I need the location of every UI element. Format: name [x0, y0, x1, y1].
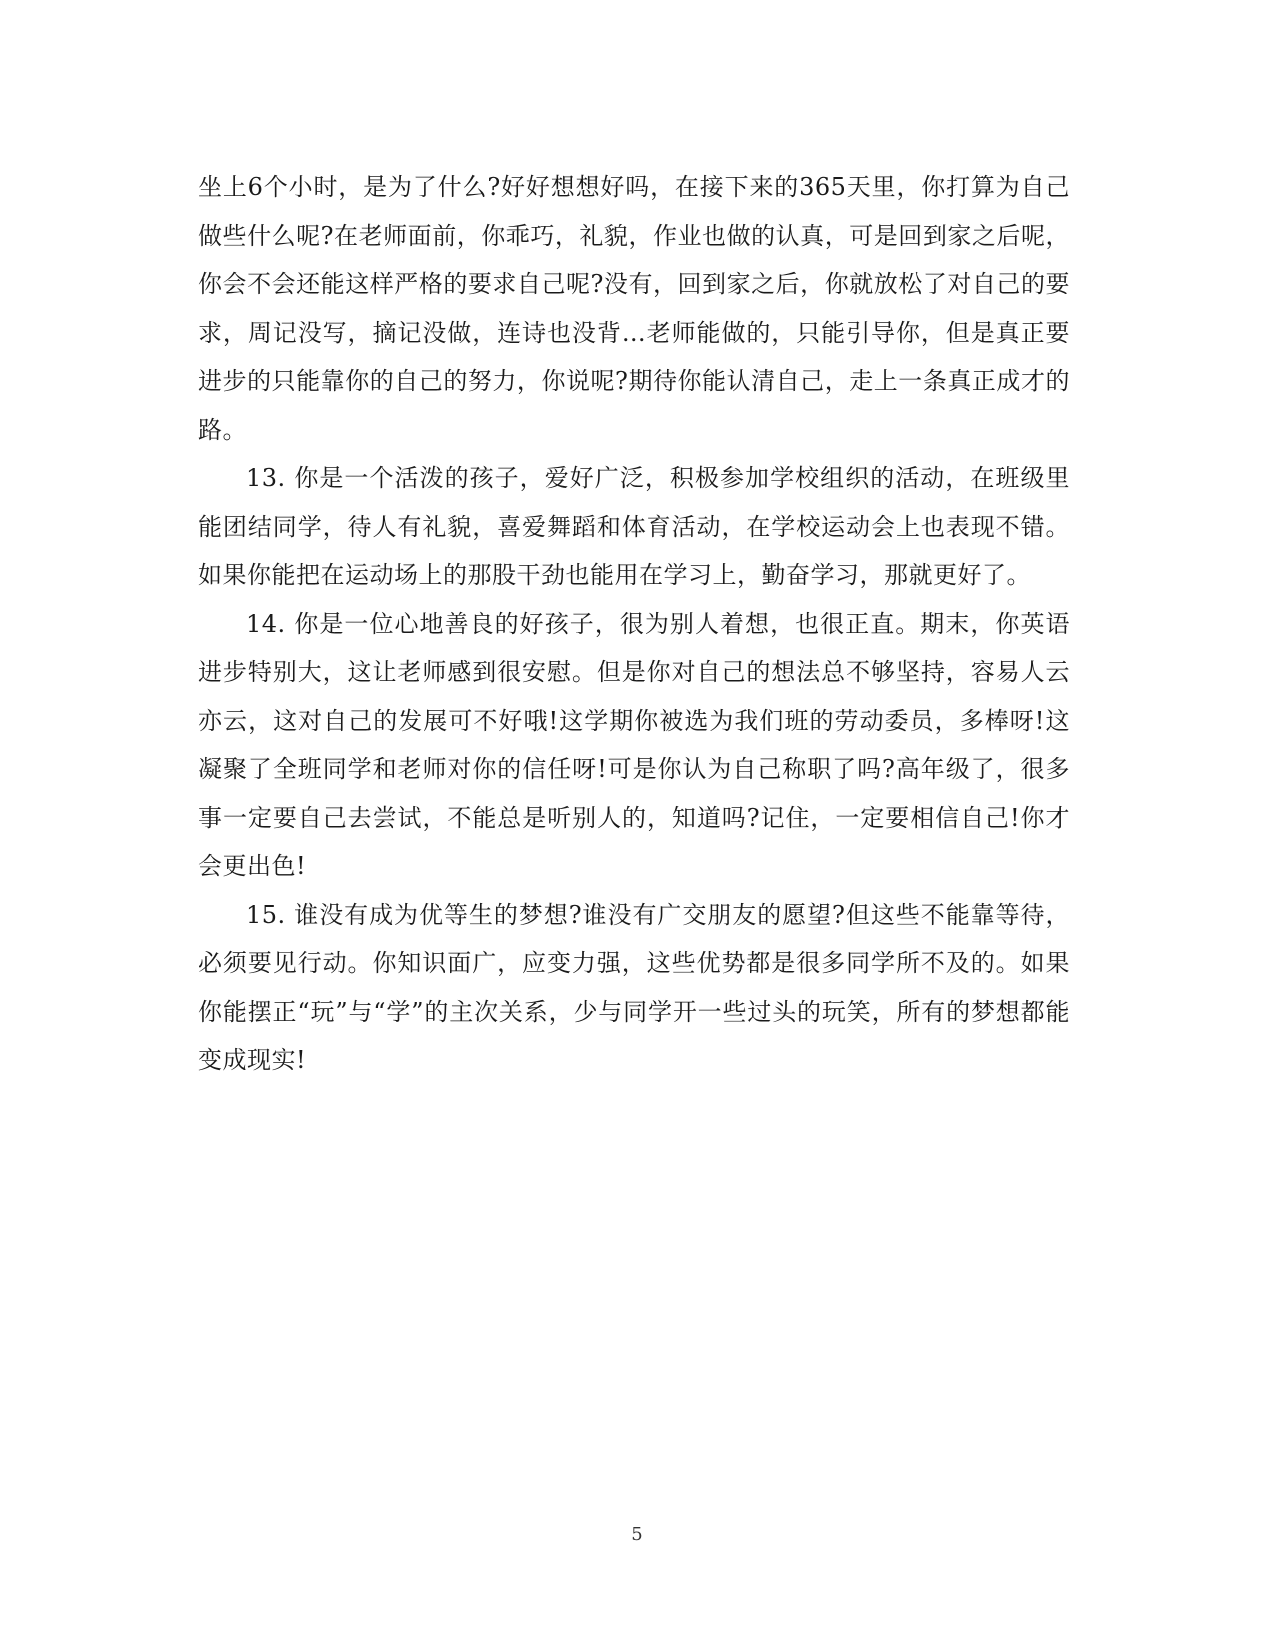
body-text — [198, 163, 1070, 1085]
paragraph-continued: 坐上6个小时，是为了什么?好好想想好吗，在接下来的365天里，你打算为自己做些什么呢?在老师面前，你乖巧，礼貌，作业也做的认真，可是回到家之后呢，你会不会还能这样严格的要求自己呢?没有，回到家之后，你就放松了对自己的要求，周记没写，摘记没做，连诗也没背…老师能做的，只能引导你，但是真正要进步的只能靠你的自己的努力，你说呢?期待你能认清自己，走上一条真正成才的路。 — [198, 173, 1070, 444]
page-number: 5 — [631, 1524, 643, 1545]
paragraph-14: 14. 你是一位心地善良的好孩子，很为别人着想，也很正直。期末，你英语进步特别大，这让老师感到很安慰。但是你对自己的想法总不够坚持，容易人云亦云，这对自己的发展可不好哦!这学期你被选为我们班的劳动委员，多棒呀!这凝聚了全班同学和老师对你的信任呀!可是你认为自己称职了吗?高年级了，很多事一定要自己去尝试，不能总是听别人的，知道吗?记住，一定要相信自己!你才会更出色! — [198, 609, 1070, 880]
paragraph-15: 15. 谁没有成为优等生的梦想?谁没有广交朋友的愿望?但这些不能靠等待，必须要见行动。你知识面广，应变力强，这些优势都是很多同学所不及的。如果你能摆正“玩”与“学”的主次关系，少与同学开一些过头的玩笑，所有的梦想都能变成现实! — [198, 900, 1070, 1074]
paragraph-13: 13. 你是一个活泼的孩子，爱好广泛，积极参加学校组织的活动，在班级里能团结同学，待人有礼貌，喜爱舞蹈和体育活动，在学校运动会上也表现不错。如果你能把在运动场上的那股干劲也能用在学习上，勤奋学习，那就更好了。 — [198, 464, 1070, 589]
